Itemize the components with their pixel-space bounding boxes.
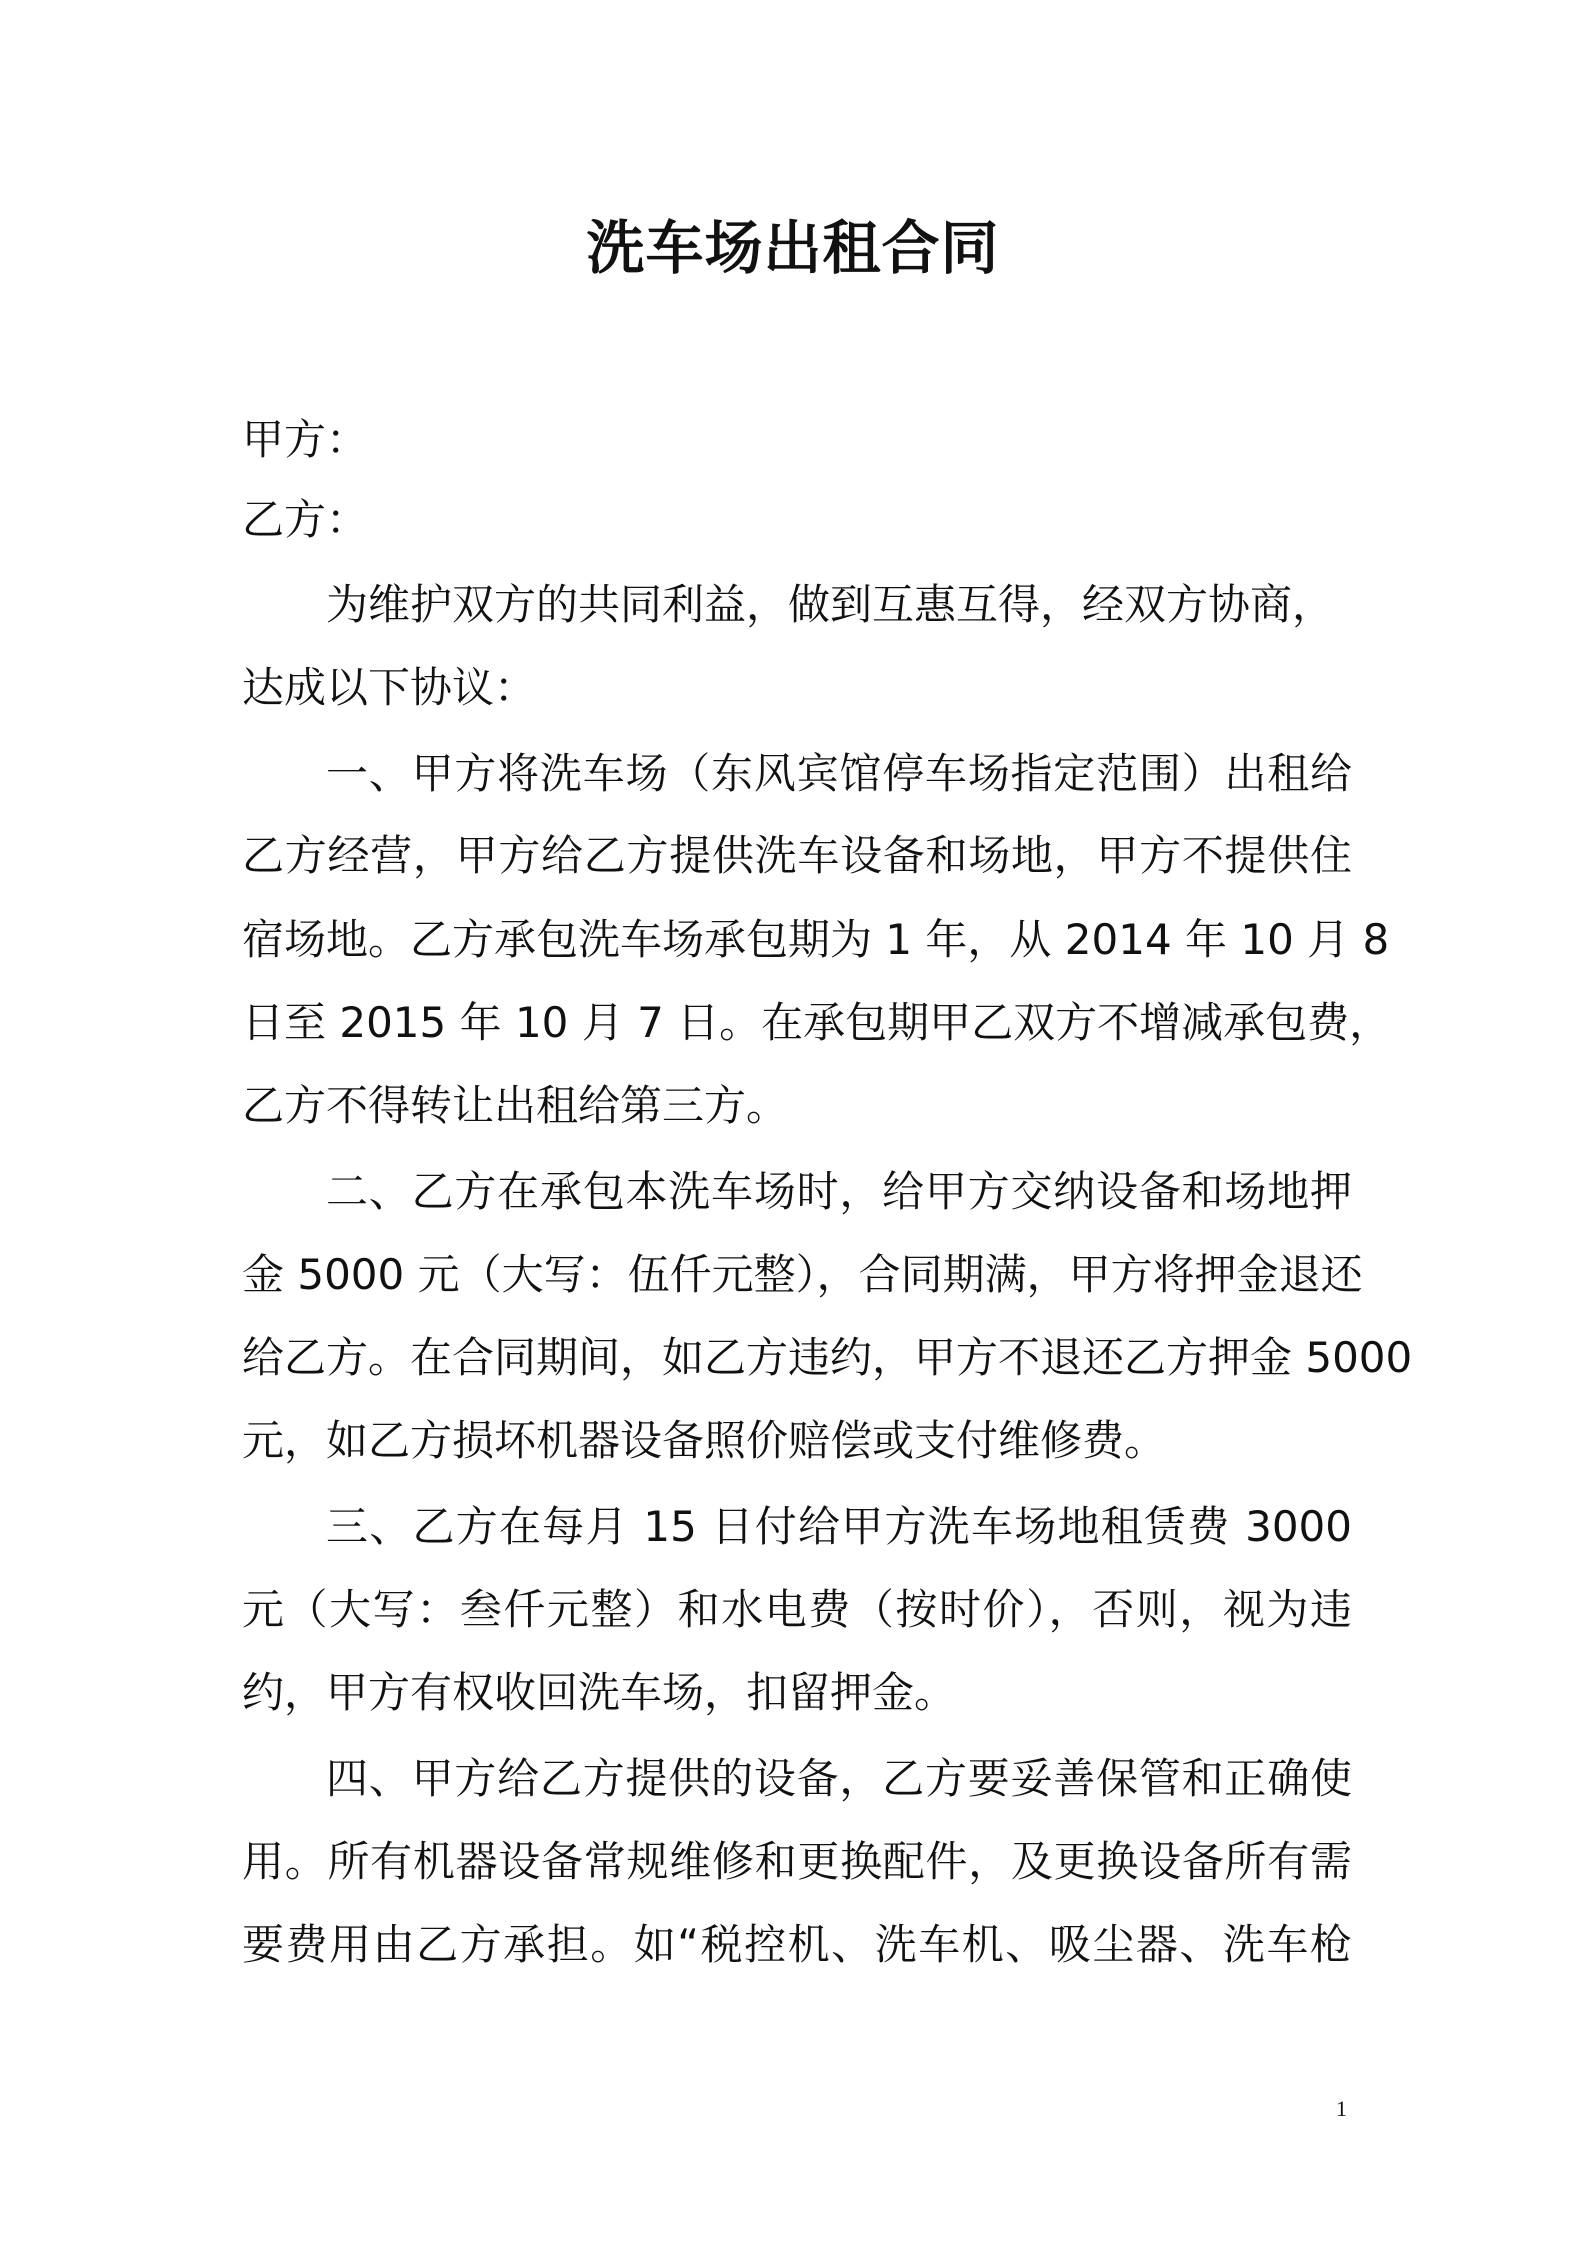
clause-4-line: 四、甲方给乙方提供的设备，乙方要妥善保管和正确使 bbox=[326, 1754, 1352, 1803]
clause-1-line: 宿场地。乙方承包洗车场承包期为 1 年，从 2014 年 10 月 8 bbox=[242, 915, 1390, 964]
clause-2-line: 元，如乙方损坏机器设备照价赔偿或支付维修费。 bbox=[242, 1416, 1167, 1465]
party-b-line: 乙方： bbox=[242, 495, 369, 544]
clause-2-line: 金 5000 元（大写：伍仟元整），合同期满，甲方将押金退还 bbox=[242, 1250, 1363, 1299]
clause-3-line: 三、乙方在每月 15 日付给甲方洗车场地租赁费 3000 bbox=[326, 1502, 1352, 1551]
clause-1-line: 乙方不得转让出租给第三方。 bbox=[242, 1081, 789, 1130]
party-a-line: 甲方： bbox=[242, 415, 369, 464]
contract-title: 洗车场出租合同 bbox=[586, 214, 1000, 282]
clause-3-line: 元（大写：叁仟元整）和水电费（按时价），否则，视为违 bbox=[242, 1585, 1352, 1634]
page-number: 1 bbox=[1336, 2096, 1347, 2121]
clause-4-line: 用。所有机器设备常规维修和更换配件，及更换设备所有需 bbox=[242, 1837, 1352, 1886]
clause-2-line: 二、乙方在承包本洗车场时，给甲方交纳设备和场地押 bbox=[326, 1167, 1352, 1216]
clause-2-line: 给乙方。在合同期间，如乙方违约，甲方不退还乙方押金 5000 bbox=[242, 1333, 1413, 1382]
clause-3-line: 约，甲方有权收回洗车场，扣留押金。 bbox=[242, 1668, 957, 1717]
clause-1-line: 日至 2015 年 10 月 7 日。在承包期甲乙双方不增减承包费， bbox=[242, 998, 1392, 1047]
clause-1-line: 乙方经营，甲方给乙方提供洗车设备和场地，甲方不提供住 bbox=[242, 831, 1352, 880]
preamble-line: 为维护双方的共同利益，做到互惠互得，经双方协商， bbox=[326, 580, 1335, 629]
clause-4-line: 要费用由乙方承担。如“税控机、洗车机、吸尘器、洗车枪 bbox=[242, 1920, 1352, 1969]
clause-1-line: 一、甲方将洗车场（东风宾馆停车场指定范围）出租给 bbox=[326, 749, 1352, 798]
preamble-line: 达成以下协议： bbox=[242, 663, 537, 712]
